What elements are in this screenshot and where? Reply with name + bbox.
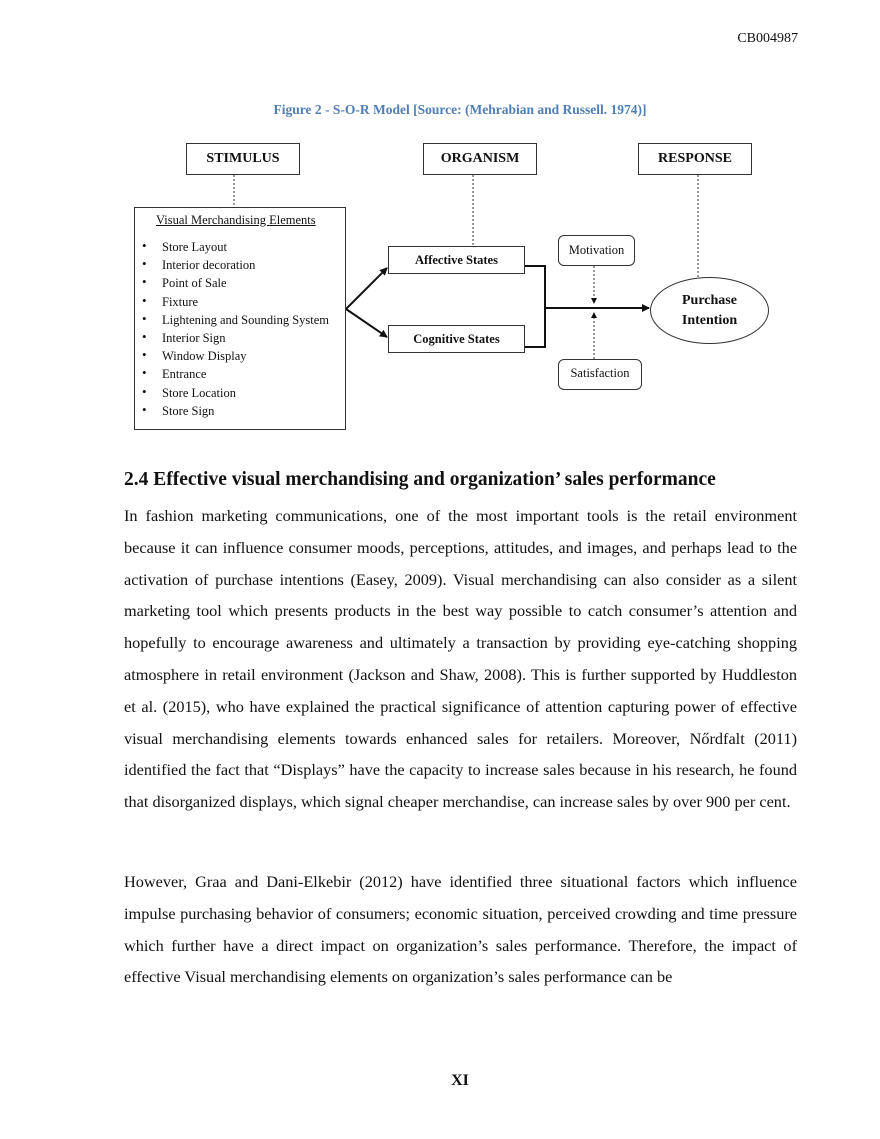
page-number: XI — [451, 1072, 469, 1089]
figure-caption: Figure 2 - S-O-R Model [Source: (Mehrabian and Russell. 1974)] — [273, 102, 647, 117]
stimulus-box: STIMULUS — [186, 143, 300, 175]
affective-states-box: Affective States — [388, 246, 525, 274]
element-item: • Interior decoration — [162, 256, 345, 274]
element-item: • Lightening and Sounding System — [162, 311, 345, 329]
element-item: • Store Sign — [162, 402, 345, 420]
element-item: • Entrance — [162, 365, 345, 383]
element-item: • Window Display — [162, 347, 345, 365]
response-box: RESPONSE — [638, 143, 752, 175]
elements-list — [135, 238, 345, 420]
satisfaction-box: Satisfaction — [558, 359, 642, 390]
purchase-intention-line1: Purchase — [682, 292, 737, 308]
elements-title: Visual Merchandising Elements — [156, 213, 316, 227]
element-item: • Fixture — [162, 293, 345, 311]
visual-merchandising-elements-box — [134, 207, 346, 430]
motivation-box: Motivation — [558, 235, 635, 266]
document-id: CB004987 — [737, 31, 798, 46]
body-paragraph-1: In fashion marketing communications, one of the most important tools is the retail environment because it can influence consumer moods, perceptions, attitudes, and images, and perhaps lead to the activation of purchase intentions (Easey, 2009). Visual merchandising can also consider as a silent marketing tool which presents products in the best way possible to catch consumer’s attention and hopefully to encourage awareness and ultimately a transaction by providing eye-catching shopping atmosphere in retail environment (Jackson and Shaw, 2008). This is further supported by Huddleston et al. (2015), who have explained the practical significance of attention capturing power of effective visual merchandising elements towards enhanced sales for retailers. Moreover, Nőrdfalt (2011) identified the fact that “Displays” have the capacity to increase sales because in his research, he found that disorganized displays, which signal cheaper merchandise, can increase sales by over 900 per cent. — [124, 506, 797, 812]
cognitive-states-box: Cognitive States — [388, 325, 525, 353]
element-item: • Store Location — [162, 384, 345, 402]
arrow-to-cognitive — [346, 309, 387, 337]
body-paragraph-2: However, Graa and Dani-Elkebir (2012) have identified three situational factors which influence impulse purchasing behavior of consumers; economic situation, perceived crowding and time pressure which further have a direct impact on organization’s sales performance. Therefore, the impact of effective Visual merchandising elements on organization’s sales performance can be — [124, 872, 797, 987]
sor-diagram-connectors — [0, 0, 880, 460]
organism-box: ORGANISM — [423, 143, 537, 175]
element-item: • Store Layout — [162, 238, 345, 256]
element-item: • Interior Sign — [162, 329, 345, 347]
states-bracket — [525, 266, 545, 347]
purchase-intention-line2: Intention — [681, 312, 738, 328]
purchase-intention-ellipse — [650, 277, 769, 344]
arrow-to-affective — [346, 268, 387, 309]
element-item: • Point of Sale — [162, 274, 345, 292]
section-heading: 2.4 Effective visual merchandising and organization’ sales performance — [124, 469, 716, 490]
